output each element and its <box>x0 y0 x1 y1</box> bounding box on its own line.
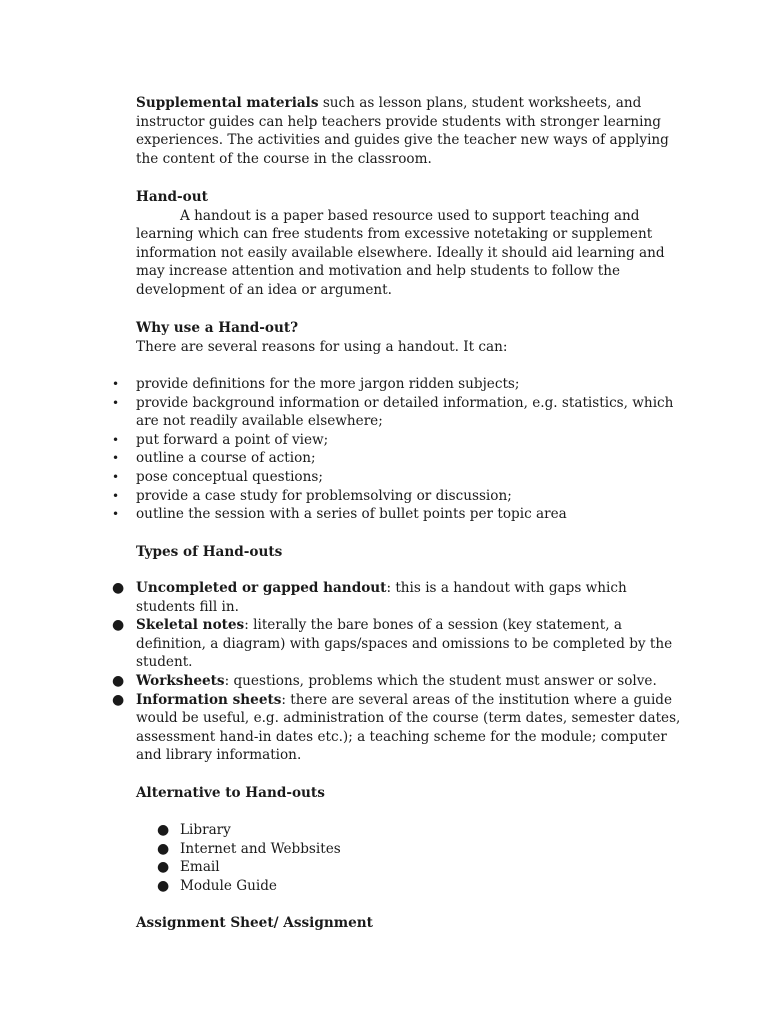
list-item: ● Information sheets: there are several areas of the institution where a guide would be useful, e.g. administration of the course (term dates, semester dates, assessment hand-in dates etc.); a teaching scheme for the module; computer and library information. <box>112 691 681 764</box>
list-item: • outline the session with a series of bullet points per topic area <box>112 506 567 523</box>
alternatives-section <box>136 784 681 803</box>
bullet-icon: ● <box>157 840 170 857</box>
list-item: ● Internet and Webbsites <box>157 840 341 857</box>
alternatives-list <box>0 821 681 895</box>
why-heading: Why use a Hand-out? <box>136 320 299 336</box>
types-heading: Types of Hand-outs <box>136 544 283 560</box>
bullet-icon: ● <box>112 691 125 708</box>
bullet-icon: • <box>112 377 120 391</box>
bullet-icon: ● <box>112 617 125 634</box>
types-section <box>136 543 681 562</box>
list-item: ● Library <box>157 822 231 838</box>
assignment-section <box>136 914 681 933</box>
why-intro: There are several reasons for using a handout. It can: <box>136 338 508 355</box>
why-list <box>0 375 681 524</box>
bullet-icon: • <box>112 432 120 447</box>
list-item: • provide definitions for the more jargon ridden subjects; <box>112 376 520 392</box>
bullet-icon: • <box>112 469 120 484</box>
assignment-heading: Assignment Sheet/ Assignment <box>136 915 373 931</box>
bullet-icon: ● <box>157 877 170 894</box>
list-item: • put forward a point of view; <box>112 431 329 448</box>
intro-text: such as lesson plans, student worksheets, and instructor guides can help teachers provide students with stronger learning experiences. The activities and guides give the teacher new ways of applying the content of the course in the classroom. <box>136 95 669 167</box>
list-item: • provide background information or detailed information, e.g. statistics, which are not readily available elsewhere; <box>112 394 674 430</box>
alternatives-heading: Alternative to Hand-outs <box>136 785 325 801</box>
handout-section <box>136 188 681 300</box>
list-item: ● Uncompleted or gapped handout: this is a handout with gaps which students fill in. <box>112 580 627 615</box>
bullet-icon: ● <box>112 580 125 596</box>
bullet-icon: • <box>112 395 120 410</box>
why-section <box>136 319 681 356</box>
handout-text: A handout is a paper based resource used to support teaching and learning which can free students from excessive notetaking or supplement information not easily available elsewhere. Ideally it should aid learning and may increase attention and motivation and help students to follow the development of an idea or argument. <box>136 207 665 298</box>
bullet-icon: • <box>112 488 120 503</box>
list-item: • outline a course of action; <box>112 450 316 467</box>
intro-paragraph <box>136 94 676 168</box>
bullet-icon: ● <box>157 822 170 838</box>
list-item: ● Worksheets: questions, problems which the student must answer or solve. <box>112 672 657 689</box>
list-item: • provide a case study for problemsolving or discussion; <box>112 487 512 504</box>
types-list <box>0 579 681 765</box>
handout-heading: Hand-out <box>136 189 208 205</box>
intro-lead: Supplemental materials <box>136 95 319 111</box>
bullet-icon: ● <box>157 859 170 876</box>
list-item: • pose conceptual questions; <box>112 468 323 485</box>
bullet-icon: • <box>112 451 120 466</box>
list-item: ● Module Guide <box>157 877 277 894</box>
bullet-icon: ● <box>112 672 125 689</box>
list-item: ● Email <box>157 859 220 876</box>
bullet-icon: • <box>112 507 120 522</box>
list-item: ● Skeletal notes: literally the bare bones of a session (key statement, a definition, a diagram) with gaps/spaces and omissions to be completed by the student. <box>112 617 673 671</box>
